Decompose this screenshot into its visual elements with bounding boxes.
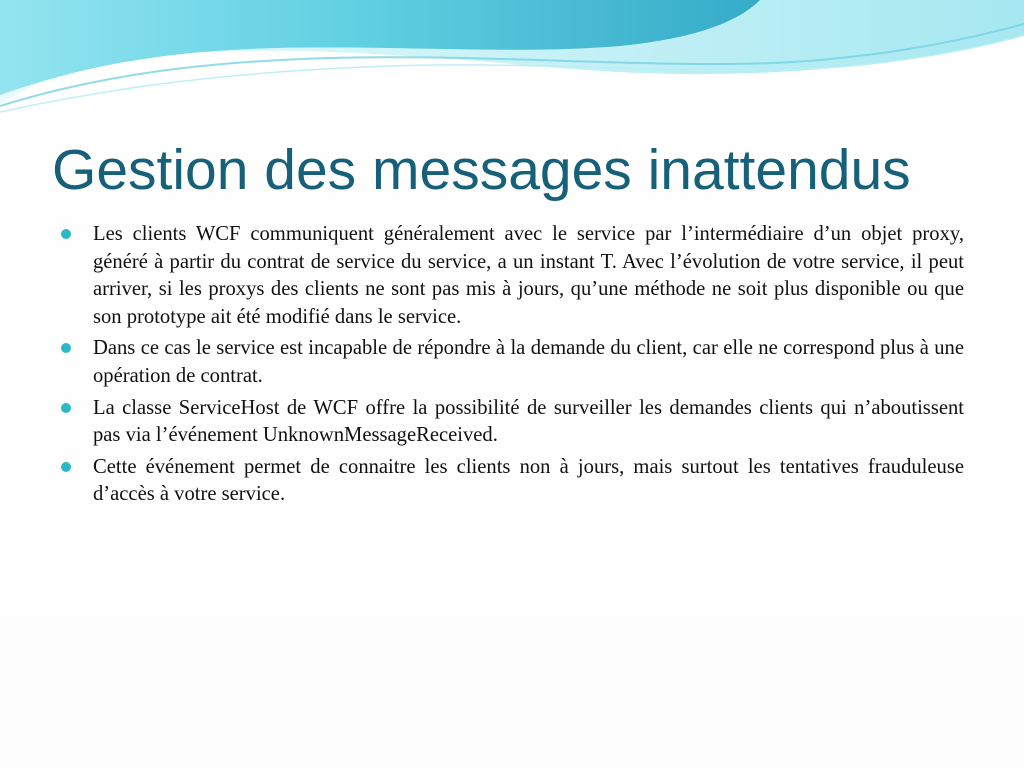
bullet-text: La classe ServiceHost de WCF offre la possibilité de surveiller les demandes clients qui n’aboutissent pas via l’événement UnknownMessageReceived. xyxy=(93,396,964,447)
bullet-item xyxy=(60,395,964,450)
bullet-text: Dans ce cas le service est incapable de répondre à la demande du client, car elle ne correspond plus à une opération de contrat. xyxy=(93,337,964,387)
slide-title: Gestion des messages inattendus xyxy=(52,138,911,202)
bullet-dot-icon xyxy=(61,403,71,413)
bullet-text: Cette événement permet de connaitre les clients non à jours, mais surtout les tentatives frauduleuse d’accès à votre service. xyxy=(93,455,964,506)
bullet-item xyxy=(60,335,964,390)
bullet-list xyxy=(60,221,964,513)
decorative-wave-header xyxy=(0,0,1024,130)
bullet-dot-icon xyxy=(61,462,71,472)
bullet-item xyxy=(60,221,964,331)
bullet-text: Les clients WCF communiquent généralement avec le service par l’intermédiaire d’un objet proxy, généré à partir du contrat de service du service, a un instant T. Avec l’évolution de votre service, il peut arriver, si les proxys des clients ne sont pas mis à jours, qu’une méthode ne soit plus disponible ou que son prototype ait été modifié dans le service. xyxy=(93,223,964,328)
bullet-dot-icon xyxy=(61,229,71,239)
bullet-dot-icon xyxy=(61,343,71,353)
bullet-item xyxy=(60,454,964,509)
